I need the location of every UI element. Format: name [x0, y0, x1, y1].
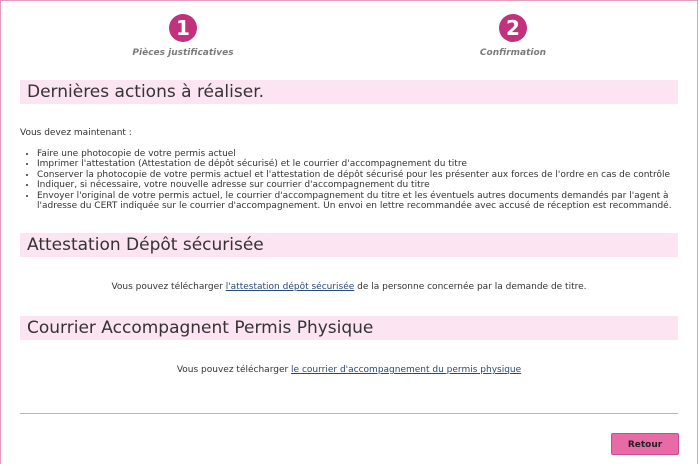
step-2-label: Confirmation — [479, 48, 547, 58]
back-button[interactable]: Retour — [611, 433, 679, 455]
attestation-download-text — [20, 282, 678, 292]
actions-intro: Vous devez maintenant : — [20, 128, 132, 138]
attestation-text-before: Vous pouvez télécharger — [111, 282, 226, 292]
step-1-label: Pièces justificatives — [132, 48, 234, 58]
step-1-number: 1 — [169, 14, 197, 42]
list-item: • Envoyer l'original de votre permis actuel, le courrier d'accompagnement du titre et les éventuels autres documents demandés par l'agent à l'adresse du CERT indiquée sur le courrier d'accompagnement. Un envoi en lettre recommandée avec accusé de réception est recommandé. — [37, 191, 697, 212]
courrier-text-before: Vous pouvez télécharger — [176, 365, 292, 375]
divider — [20, 413, 678, 414]
step-2 — [453, 14, 573, 58]
list-item: • Imprimer l'attestation (Attestation de dépôt sécurisé) et le courrier d'accompagnement du titre — [37, 159, 697, 169]
actions-section-title: Dernières actions à réaliser. — [20, 80, 678, 104]
attestation-section-title: Attestation Dépôt sécurisée — [20, 233, 678, 257]
step-1 — [123, 14, 243, 58]
attestation-text-after: de la personne concernée par la demande de titre. — [354, 282, 587, 292]
list-item: • Faire une photocopie de votre permis actuel — [37, 149, 697, 159]
step-2-number: 2 — [499, 14, 527, 42]
actions-list — [20, 149, 697, 211]
list-item: • Indiquer, si nécessaire, votre nouvelle adresse sur courrier d'accompagnement du titre — [37, 180, 697, 190]
attestation-download-link[interactable]: l'attestation dépôt sécurisée — [225, 282, 355, 292]
list-item: • Conserver la photocopie de votre permis actuel et l'attestation de dépôt sécurisé pour les présenter aux forces de l'ordre en cas de contrôle — [37, 170, 697, 180]
courrier-section-title: Courrier Accompagnent Permis Physique — [20, 316, 678, 340]
courrier-download-link[interactable]: le courrier d'accompagnement du permis physique — [291, 365, 522, 375]
courrier-download-text — [20, 365, 678, 375]
